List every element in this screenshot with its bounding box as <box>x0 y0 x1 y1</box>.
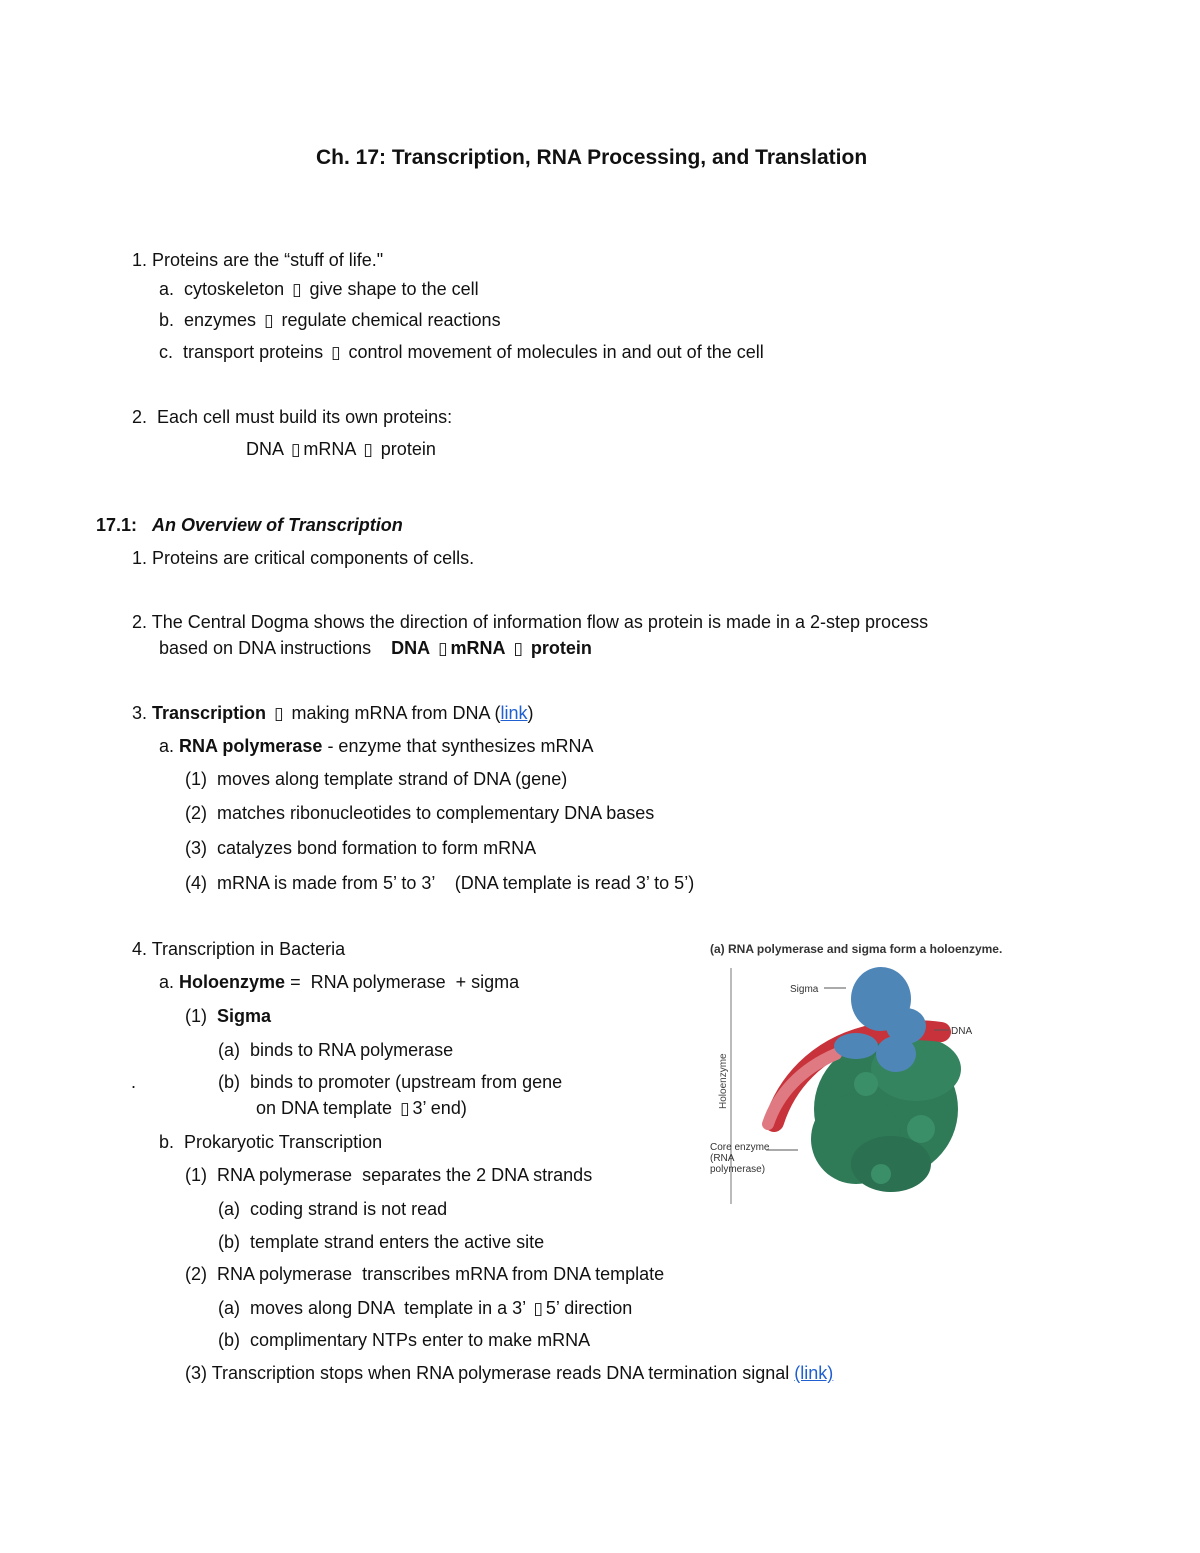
holoenzyme-item <box>159 971 519 993</box>
prokaryotic-substep <box>218 1329 590 1351</box>
item-text: - enzyme that synthesizes mRNA <box>327 736 594 756</box>
item-number: 1. <box>132 250 148 270</box>
intro-item-1c <box>159 341 764 364</box>
transcription-link[interactable]: link <box>500 703 528 723</box>
holoenzyme-figure <box>706 934 1006 1214</box>
core-label-1: Core enzyme <box>710 1142 770 1153</box>
item-text: Transcription in Bacteria <box>151 939 346 959</box>
flow-protein: protein <box>530 638 592 658</box>
step-text: complimentary NTPs enter to make mRNA <box>250 1330 591 1350</box>
step-number: (3) <box>185 1363 207 1383</box>
item-term: Transcription <box>152 703 267 723</box>
section-item-2 <box>132 611 928 633</box>
arrow-icon: ▯ <box>292 280 302 299</box>
arrow-icon: ▯ <box>291 440 301 459</box>
holoenzyme-label: Holoenzyme <box>718 1053 729 1109</box>
page-title: Ch. 17: Transcription, RNA Processing, and Translation <box>316 146 868 169</box>
item-label: b. <box>159 1132 175 1152</box>
sigma-subitem <box>218 1039 453 1061</box>
step-text: RNA polymerase separates the 2 DNA strands <box>217 1165 593 1185</box>
step-text: 3’ end) <box>412 1098 467 1118</box>
arrow-icon: ▯ <box>331 343 341 362</box>
flow-protein: protein <box>380 439 436 459</box>
item-text: give shape to the cell <box>309 279 479 299</box>
step-text: template strand enters the active site <box>250 1232 545 1252</box>
section-number: 17.1: <box>96 515 138 535</box>
arrow-icon: ▯ <box>274 704 284 723</box>
arrow-icon: ▯ <box>264 311 274 330</box>
item-term: RNA polymerase <box>179 736 323 756</box>
core-label-3: polymerase) <box>710 1164 766 1175</box>
section-item-4 <box>132 938 345 960</box>
step-text: matches ribonucleotides to complementary DNA bases <box>217 803 655 823</box>
step-text: binds to promoter (upstream from gene <box>250 1072 563 1092</box>
prokaryotic-substep <box>218 1297 632 1320</box>
step-text: catalyzes bond formation to form mRNA <box>217 838 537 858</box>
rna-polymerase-step <box>185 802 654 824</box>
step-number: (a) <box>218 1040 240 1060</box>
prokaryotic-substep <box>218 1231 544 1253</box>
step-text: coding strand is not read <box>250 1199 448 1219</box>
step-text: Transcription stops when RNA polymerase reads DNA termination signal <box>211 1363 790 1383</box>
item-text: Prokaryotic Transcription <box>184 1132 383 1152</box>
item-number: 1. <box>132 548 148 568</box>
figure-caption: (a) RNA polymerase and sigma form a holoenzyme. <box>710 942 1003 956</box>
prokaryotic-step <box>185 1164 592 1186</box>
step-text: on DNA template <box>256 1098 393 1118</box>
rna-polymerase-item <box>159 735 594 757</box>
step-number: (1) <box>185 1006 207 1026</box>
rna-polymerase-step <box>185 768 567 790</box>
section-item-1 <box>132 547 474 569</box>
item-number: 3. <box>132 703 148 723</box>
step-number: (b) <box>218 1330 240 1350</box>
sigma-label: Sigma <box>790 984 819 995</box>
item-text: regulate chemical reactions <box>281 310 501 330</box>
step-text: moves along template strand of DNA (gene) <box>217 769 568 789</box>
termination-link[interactable]: (link) <box>794 1363 834 1383</box>
intro-item-1b <box>159 309 501 332</box>
intro-item-1 <box>132 249 383 271</box>
step-number: (4) <box>185 873 207 893</box>
item-number: 2. <box>132 407 148 427</box>
item-text: based on DNA instructions <box>159 638 372 658</box>
sigma-subitem <box>218 1071 562 1093</box>
flow-dna: DNA <box>391 638 431 658</box>
stray-dot: . <box>131 1072 137 1092</box>
sigma-item <box>185 1005 271 1027</box>
step-number: (1) <box>185 769 207 789</box>
arrow-icon: ▯ <box>438 639 448 658</box>
step-number: (b) <box>218 1072 240 1092</box>
rna-polymerase-step <box>185 837 536 859</box>
step-number: (a) <box>218 1199 240 1219</box>
sigma-shape <box>834 967 926 1072</box>
item-text: making mRNA from DNA ( <box>291 703 501 723</box>
item-term: transport proteins <box>183 342 324 362</box>
arrow-icon: ▯ <box>400 1099 410 1118</box>
step-text: moves along DNA template in a 3’ <box>250 1298 526 1318</box>
step-text: RNA polymerase transcribes mRNA from DNA template <box>217 1264 665 1284</box>
step-number: (1) <box>185 1165 207 1185</box>
step-number: (a) <box>218 1298 240 1318</box>
rna-polymerase-step <box>185 872 694 894</box>
step-number: (b) <box>218 1232 240 1252</box>
step-text: mRNA is made from 5’ to 3’ (DNA template is read 3’ to 5’) <box>217 873 695 893</box>
core-label-2: (RNA <box>710 1153 735 1164</box>
item-text: Proteins are critical components of cells. <box>152 548 475 568</box>
arrow-icon: ▯ <box>363 440 373 459</box>
step-number: (2) <box>185 803 207 823</box>
item-number: 4. <box>132 939 148 959</box>
item-text: control movement of molecules in and out of the cell <box>348 342 764 362</box>
item-label: a. <box>159 736 175 756</box>
item-text: Proteins are the “stuff of life." <box>152 250 384 270</box>
step-term: Sigma <box>217 1006 272 1026</box>
item-text: = RNA polymerase + sigma <box>290 972 520 992</box>
item-term: Holoenzyme <box>179 972 286 992</box>
step-text: binds to RNA polymerase <box>250 1040 454 1060</box>
item-term: cytoskeleton <box>184 279 285 299</box>
item-text: Each cell must build its own proteins: <box>157 407 453 427</box>
flow-dna: DNA <box>246 439 284 459</box>
item-label: a. <box>159 279 175 299</box>
prokaryotic-step <box>185 1362 833 1384</box>
step-text: 5’ direction <box>545 1298 633 1318</box>
prokaryotic-substep <box>218 1198 447 1220</box>
arrow-icon: ▯ <box>533 1299 543 1318</box>
section-title: An Overview of Transcription <box>152 515 403 535</box>
sigma-subitem-cont <box>256 1097 467 1120</box>
intro-item-1a <box>159 278 479 301</box>
central-dogma-flow <box>246 438 436 461</box>
item-text: ) <box>527 703 534 723</box>
flow-mrna: mRNA <box>450 638 506 658</box>
item-label: a. <box>159 972 175 992</box>
item-label: b. <box>159 310 175 330</box>
step-number: (2) <box>185 1264 207 1284</box>
item-text: The Central Dogma shows the direction of information flow as protein is made in a 2-step process <box>151 612 929 632</box>
item-number: 2. <box>132 612 148 632</box>
section-item-2-cont <box>159 637 592 660</box>
item-label: c. <box>159 342 174 362</box>
dna-label: DNA <box>951 1026 973 1037</box>
section-item-3 <box>132 702 534 725</box>
flow-mrna: mRNA <box>303 439 356 459</box>
section-heading <box>96 514 403 536</box>
arrow-icon: ▯ <box>513 639 523 658</box>
prokaryotic-step <box>185 1263 664 1285</box>
step-number: (3) <box>185 838 207 858</box>
intro-item-2 <box>132 406 452 428</box>
prokaryotic-item <box>159 1131 382 1153</box>
item-term: enzymes <box>184 310 257 330</box>
